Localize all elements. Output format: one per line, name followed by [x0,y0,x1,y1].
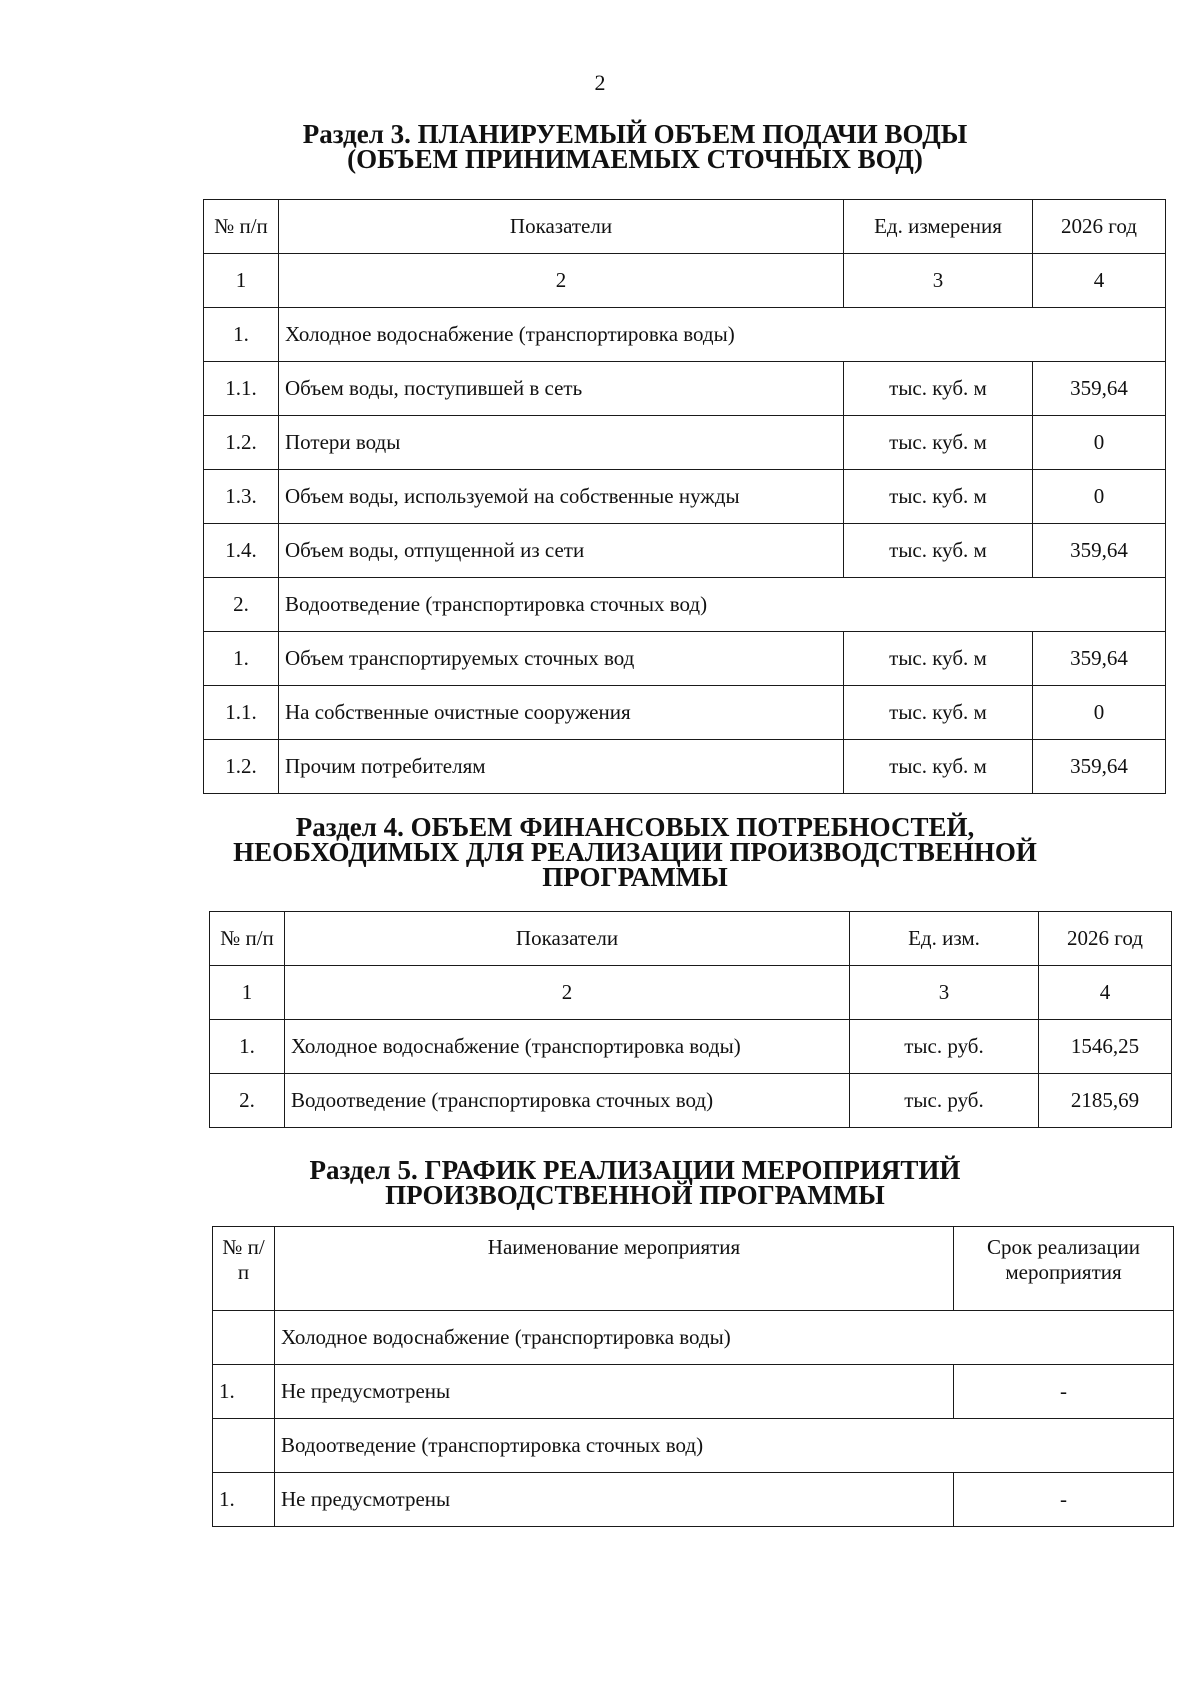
row-group-title: Водоотведение (транспортировка сточных вод) [275,1419,1174,1473]
row-number: 1.2. [204,740,279,794]
header-cell: 2026 год [1033,200,1166,254]
section4-title-line-3: ПРОГРАММЫ [542,862,728,892]
column-number-cell: 3 [844,254,1033,308]
row-unit: тыс. куб. м [844,470,1033,524]
section5-header-row [213,1227,1174,1311]
row-value: 359,64 [1033,740,1166,794]
row-number [213,1311,275,1365]
row-unit: тыс. руб. [850,1020,1039,1074]
section4-title [200,812,1070,892]
row-value: 1546,25 [1039,1020,1172,1074]
row-number: 1. [204,308,279,362]
table-row [204,740,1166,794]
row-value: 359,64 [1033,362,1166,416]
row-number: 1. [213,1473,275,1527]
row-term: - [954,1365,1174,1419]
section5-title [200,1155,1070,1210]
table-row [213,1419,1174,1473]
table-row [210,1074,1172,1128]
column-number-cell: 4 [1033,254,1166,308]
row-unit: тыс. куб. м [844,740,1033,794]
header-cell: Наименование мероприятия [275,1227,954,1311]
column-number-cell: 4 [1039,966,1172,1020]
table-row [204,686,1166,740]
table-row [210,1020,1172,1074]
column-number-cell: 3 [850,966,1039,1020]
row-value: 2185,69 [1039,1074,1172,1128]
table-row [204,470,1166,524]
row-activity: Не предусмотрены [275,1473,954,1527]
row-group-title: Холодное водоснабжение (транспортировка воды) [275,1311,1174,1365]
header-cell: Ед. изм. [850,912,1039,966]
section5-table [212,1226,1174,1527]
header-cell: Срок реализации мероприятия [954,1227,1174,1311]
table-row [213,1365,1174,1419]
column-number-cell: 1 [210,966,285,1020]
section3-table [203,199,1166,794]
page-number: 2 [594,70,606,95]
row-value: 0 [1033,470,1166,524]
header-cell: № п/п [210,912,285,966]
row-number: 2. [204,578,279,632]
header-cell: № п/п [204,200,279,254]
row-indicator: Объем транспортируемых сточных вод [279,632,844,686]
section3-title-line-2: (ОБЪЕМ ПРИНИМАЕМЫХ СТОЧНЫХ ВОД) [347,144,923,174]
section3-title [200,119,1070,174]
row-unit: тыс. руб. [850,1074,1039,1128]
row-number: 1.1. [204,686,279,740]
section3-title-line-1: Раздел 3. ПЛАНИРУЕМЫЙ ОБЪЕМ ПОДАЧИ ВОДЫ [302,119,968,149]
row-number: 1.1. [204,362,279,416]
table-row [213,1311,1174,1365]
row-number: 1.3. [204,470,279,524]
table-row [204,308,1166,362]
row-number: 2. [210,1074,285,1128]
section3-column-numbers-row [204,254,1166,308]
row-indicator: Потери воды [279,416,844,470]
table-row [204,578,1166,632]
table-row [204,416,1166,470]
row-number: 1.2. [204,416,279,470]
row-group-title: Водоотведение (транспортировка сточных вод) [279,578,1166,632]
row-unit: тыс. куб. м [844,524,1033,578]
row-indicator: Прочим потребителям [279,740,844,794]
row-number [213,1419,275,1473]
header-cell: № п/п [213,1227,275,1311]
row-number: 1. [210,1020,285,1074]
row-value: 359,64 [1033,632,1166,686]
row-activity: Не предусмотрены [275,1365,954,1419]
section5-title-line-2: ПРОИЗВОДСТВЕННОЙ ПРОГРАММЫ [385,1180,885,1210]
row-indicator: Объем воды, используемой на собственные нужды [279,470,844,524]
section4-header-row [210,912,1172,966]
section4-column-numbers-row [210,966,1172,1020]
header-cell: Показатели [285,912,850,966]
row-value: 359,64 [1033,524,1166,578]
row-term: - [954,1473,1174,1527]
table-row [204,362,1166,416]
row-unit: тыс. куб. м [844,632,1033,686]
section4-title-line-2: НЕОБХОДИМЫХ ДЛЯ РЕАЛИЗАЦИИ ПРОИЗВОДСТВЕННОЙ [233,837,1037,867]
header-cell: Показатели [279,200,844,254]
row-unit: тыс. куб. м [844,362,1033,416]
row-group-title: Холодное водоснабжение (транспортировка воды) [279,308,1166,362]
row-unit: тыс. куб. м [844,416,1033,470]
header-cell: 2026 год [1039,912,1172,966]
column-number-cell: 1 [204,254,279,308]
table-row [213,1473,1174,1527]
section5-title-line-1: Раздел 5. ГРАФИК РЕАЛИЗАЦИИ МЕРОПРИЯТИЙ [309,1155,961,1185]
row-value: 0 [1033,416,1166,470]
table-row [204,524,1166,578]
section4-table [209,911,1172,1128]
row-number: 1. [204,632,279,686]
column-number-cell: 2 [285,966,850,1020]
row-indicator: Объем воды, отпущенной из сети [279,524,844,578]
row-value: 0 [1033,686,1166,740]
row-indicator: Объем воды, поступившей в сеть [279,362,844,416]
row-unit: тыс. куб. м [844,686,1033,740]
header-cell: Ед. измерения [844,200,1033,254]
section4-title-line-1: Раздел 4. ОБЪЕМ ФИНАНСОВЫХ ПОТРЕБНОСТЕЙ, [295,812,975,842]
section3-header-row [204,200,1166,254]
row-indicator: Холодное водоснабжение (транспортировка воды) [285,1020,850,1074]
row-indicator: Водоотведение (транспортировка сточных вод) [285,1074,850,1128]
column-number-cell: 2 [279,254,844,308]
row-number: 1.4. [204,524,279,578]
row-number: 1. [213,1365,275,1419]
row-indicator: На собственные очистные сооружения [279,686,844,740]
table-row [204,632,1166,686]
